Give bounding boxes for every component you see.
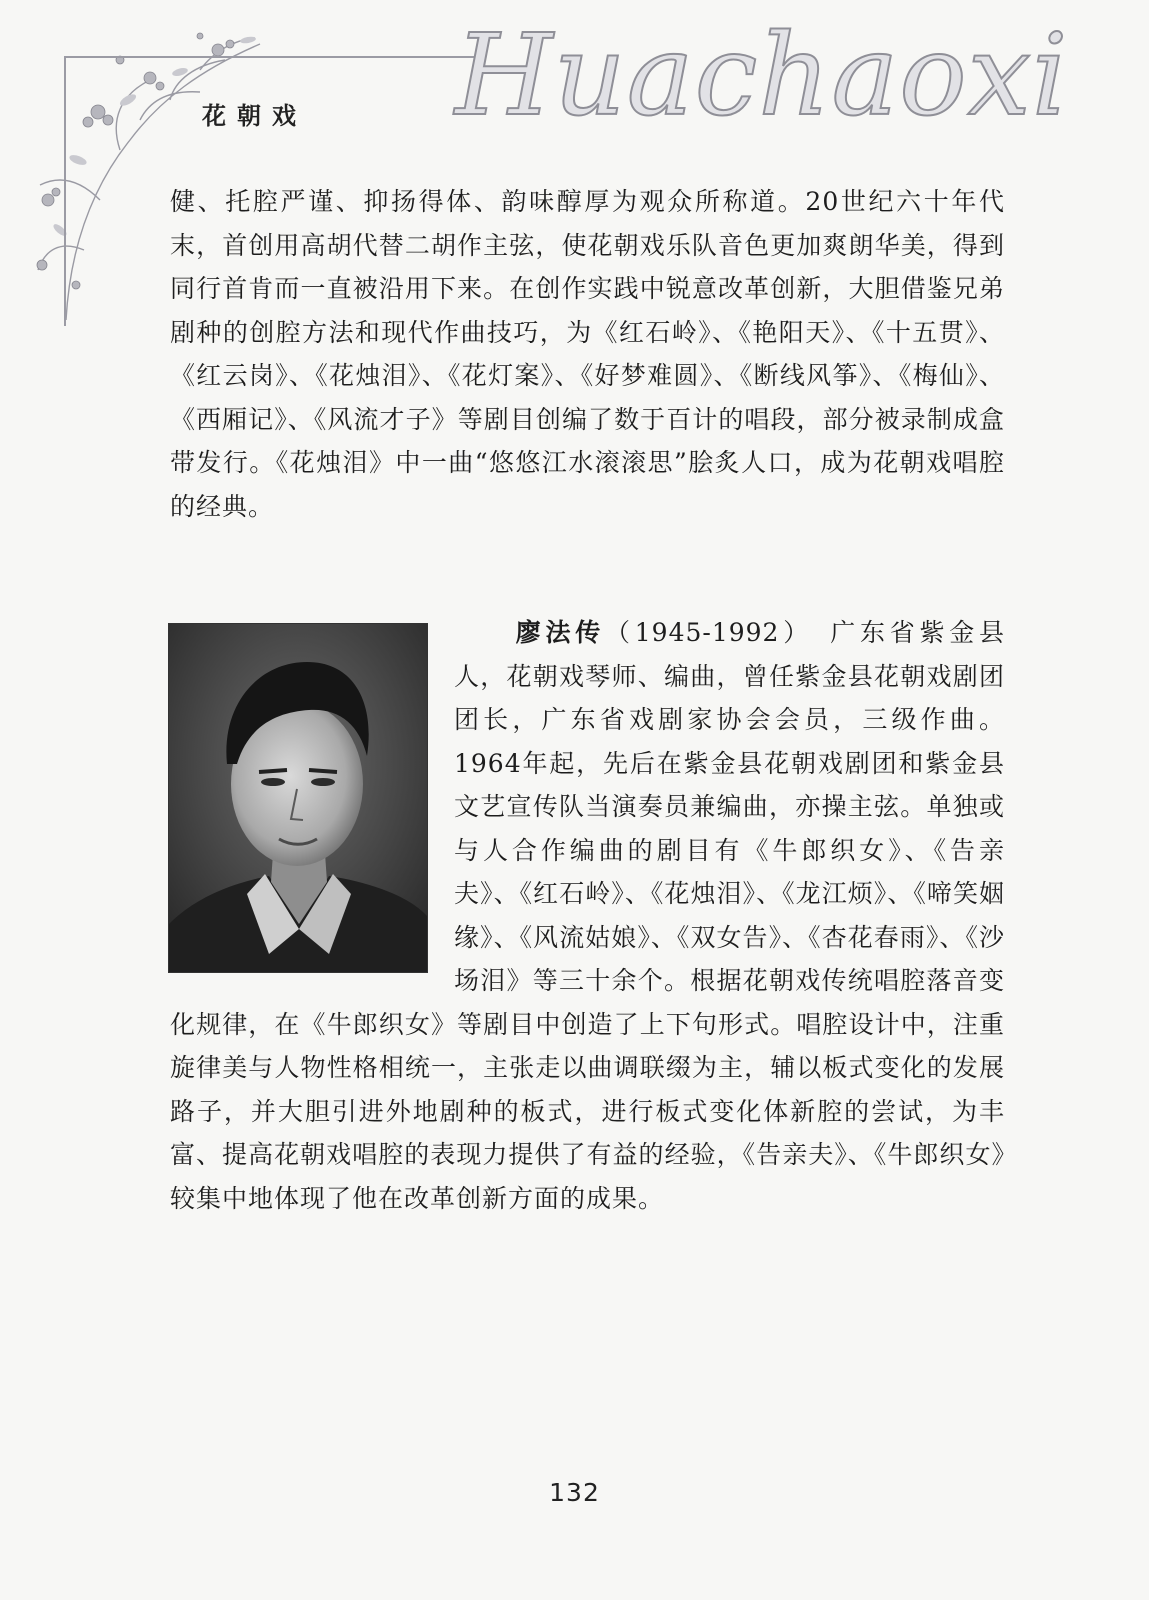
running-header-script: Huachaoxi	[455, 11, 1069, 141]
portrait-photo	[168, 623, 428, 973]
body-paragraph-continuation: 健、托腔严谨、抑扬得体、韵味醇厚为观众所称道。20世纪六十年代末，首创用高胡代替二胡作主弦，使花朝戏乐队音色更加爽朗华美，得到同行首肯而一直被沿用下来。在创作实践中锐意改革创新，大胆借鉴兄弟剧种的创腔方法和现代作曲技巧，为《红石岭》、《艳阳天》、《十五贯》、《红云岗》、《花烛泪》、《花灯案》、《好梦难圆》、《断线风筝》、《梅仙》、《西厢记》、《风流才子》等剧目创编了数于百计的唱段，部分被录制成盒带发行。《花烛泪》中一曲“悠悠江水滚滚思”脍炙人口，成为花朝戏唱腔的经典。	[170, 187, 1005, 521]
page-number: 132	[549, 1478, 600, 1507]
biography-years: （1945-1992）	[605, 618, 801, 647]
biography-name: 廖法传	[512, 618, 606, 647]
biography-text: 广东省紫金县人，花朝戏琴师、编曲，曾任紫金县花朝戏剧团团长，广东省戏剧家协会会员，三级作曲。1964年起，先后在紫金县花朝戏剧团和紫金县文艺宣传队当演奏员兼编曲，亦操主弦。单独或与人合作编曲的剧目有《牛郎织女》、《告亲夫》、《红石岭》、《花烛泪》、《龙江烦》、《啼笑姻缘》、《风流姑娘》、《双女告》、《杏花春雨》、《沙场泪》等三十余个。根据花朝戏传统唱腔落音变化规律，在《牛郎织女》等剧目中创造了上下句形式。唱腔设计中，注重旋律美与人物性格相统一，主张走以曲调联缀为主，辅以板式变化的发展路子，并大胆引进外地剧种的板式，进行板式变化体新腔的尝试，为丰富、提高花朝戏唱腔的表现力提供了有益的经验，《告亲夫》、《牛郎织女》较集中地体现了他在改革创新方面的成果。	[170, 618, 1005, 1213]
header-vertical-rule	[64, 56, 66, 326]
running-header-title: 花朝戏	[202, 102, 307, 130]
biography-section	[170, 611, 1005, 1220]
header-rule	[64, 56, 474, 58]
